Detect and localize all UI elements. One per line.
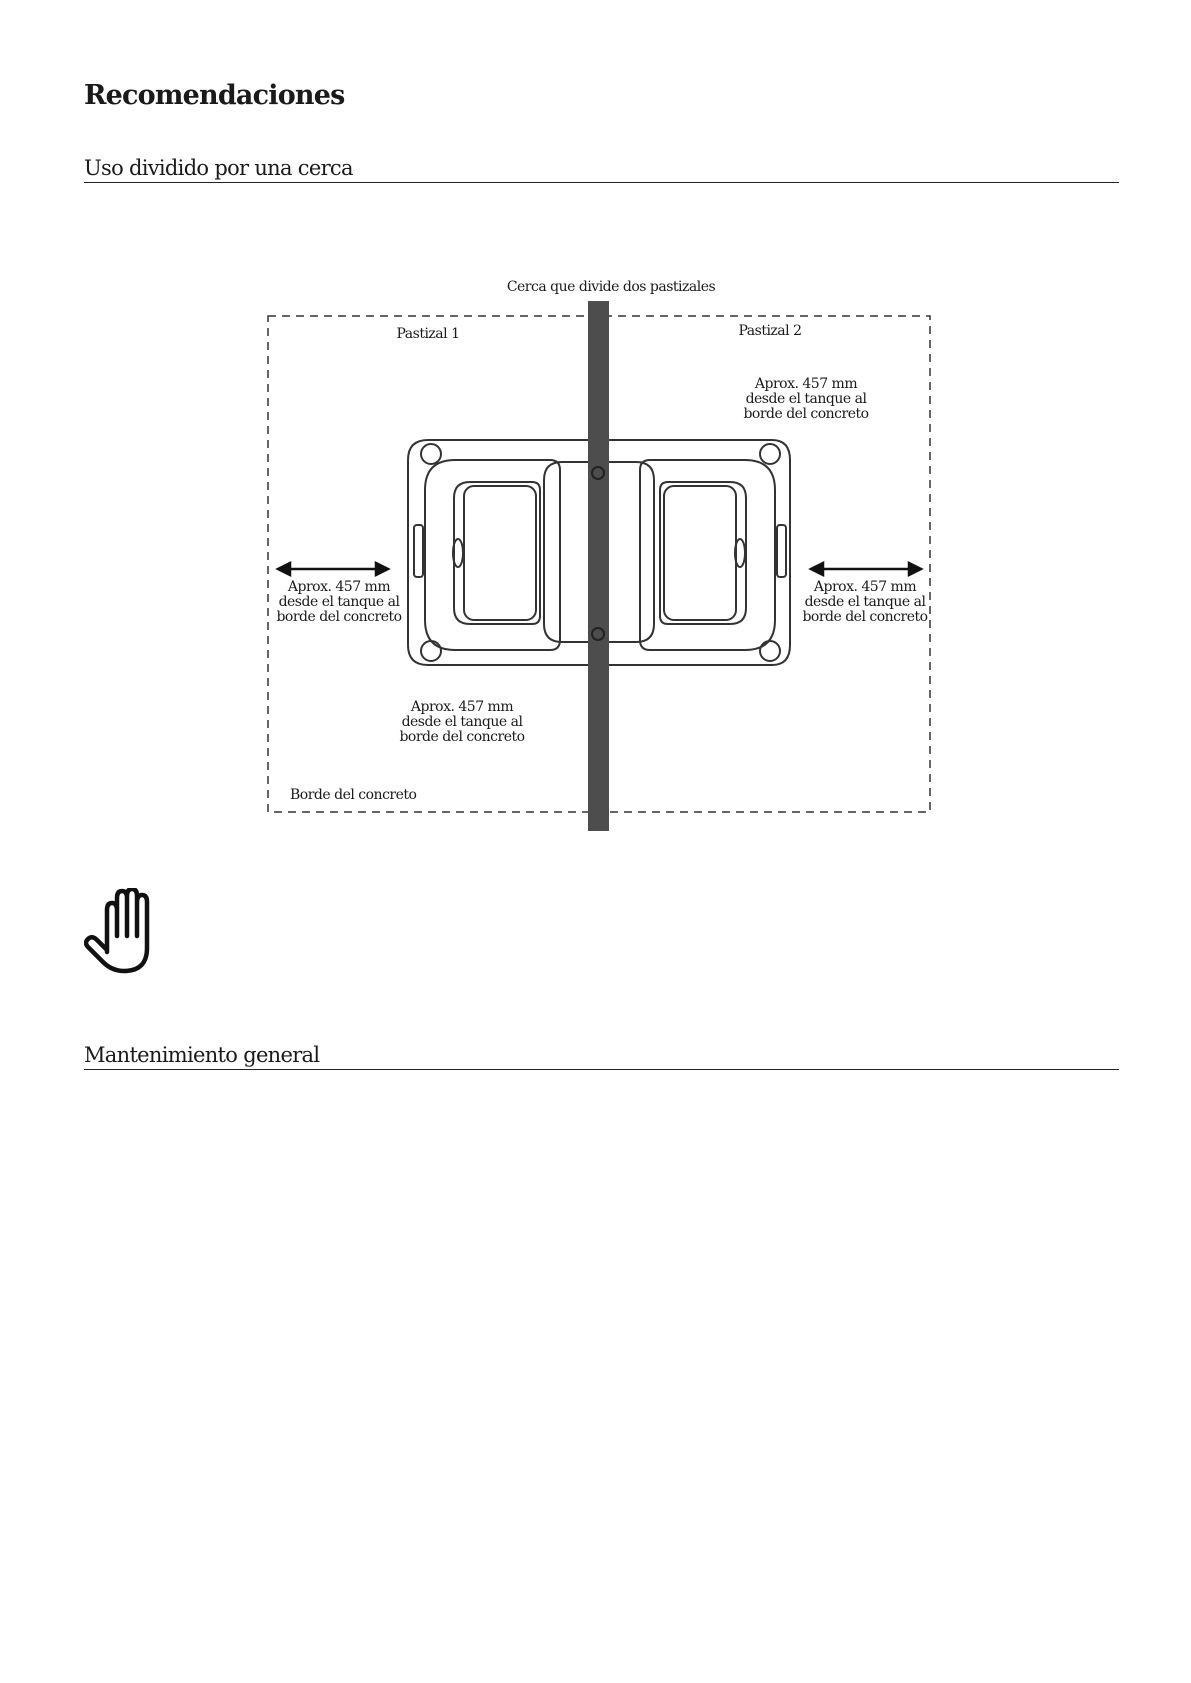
svg-text:desde el tanque al: desde el tanque al — [401, 714, 523, 730]
distance-left-label — [276, 579, 401, 625]
svg-text:desde el tanque al: desde el tanque al — [804, 594, 926, 610]
stop-hand-icon — [84, 888, 158, 974]
right-distance-arrow — [811, 563, 921, 575]
section-heading-fence-use: Uso dividido por una cerca — [84, 156, 1119, 183]
svg-text:borde del concreto: borde del concreto — [802, 609, 928, 625]
svg-text:borde del concreto: borde del concreto — [276, 609, 402, 625]
concrete-edge-label: Borde del concreto — [290, 787, 417, 803]
svg-text:Aprox. 457 mm: Aprox. 457 mm — [410, 699, 514, 715]
pasture-2-label: Pastizal 2 — [738, 323, 802, 339]
svg-text:desde el tanque al: desde el tanque al — [745, 391, 867, 407]
left-distance-arrow — [278, 563, 388, 575]
svg-text:borde del concreto: borde del concreto — [399, 729, 525, 745]
svg-text:desde el tanque al: desde el tanque al — [278, 594, 400, 610]
page-title: Recomendaciones — [84, 80, 345, 111]
svg-text:Aprox. 457 mm: Aprox. 457 mm — [754, 376, 858, 392]
fence-post — [588, 301, 609, 831]
distance-top-right-label — [743, 376, 868, 422]
svg-text:borde del concreto: borde del concreto — [743, 406, 869, 422]
svg-text:Aprox. 457 mm: Aprox. 457 mm — [813, 579, 917, 595]
pasture-1-label: Pastizal 1 — [396, 326, 460, 342]
svg-text:Aprox. 457 mm: Aprox. 457 mm — [287, 579, 391, 595]
fence-label: Cerca que divide dos pastizales — [506, 279, 716, 295]
section-heading-maintenance: Mantenimiento general — [84, 1043, 1119, 1070]
distance-bottom-label — [399, 699, 524, 745]
distance-right-label — [802, 579, 927, 625]
